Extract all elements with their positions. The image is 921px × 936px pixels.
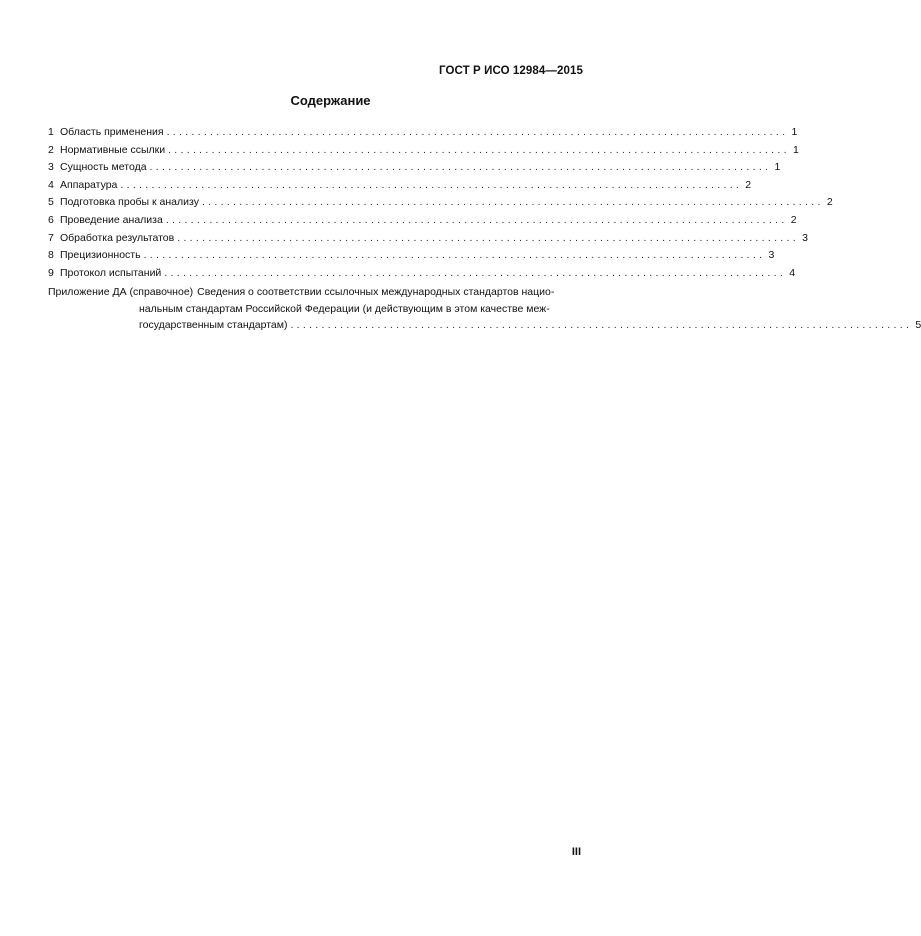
toc-entry[interactable]	[48, 142, 799, 160]
toc-entry-title: Аппаратура	[60, 178, 118, 191]
appendix-title-line3: государственным стандартам)	[139, 319, 288, 331]
toc-entry-title: Подготовка пробы к анализу	[60, 196, 199, 209]
toc-entry-number: 4	[48, 178, 54, 191]
table-of-contents	[48, 124, 833, 282]
document-code: ГОСТ Р ИСО 12984—2015	[438, 65, 583, 77]
toc-entry-page: 2	[790, 213, 797, 226]
page-number: III	[571, 846, 581, 858]
toc-entry[interactable]	[48, 177, 752, 195]
toc-leader-dots: ....................................................................................................	[149, 161, 772, 174]
appendix-title-line2: нальным стандартам Российской Федерации (и действующим в этом качестве меж-	[139, 302, 550, 315]
toc-leader-dots: ....................................................................................................	[120, 178, 743, 191]
toc-entry[interactable]	[48, 230, 808, 248]
toc-entry[interactable]	[48, 212, 797, 230]
toc-leader-dots: ....................................................................................................	[166, 126, 789, 138]
toc-entry-page: 2	[745, 178, 752, 191]
appendix-page: 5	[915, 319, 921, 331]
toc-entry[interactable]	[48, 159, 781, 177]
toc-entry-title: Сущность метода	[60, 161, 147, 174]
toc-entry-title: Протокол испытаний	[60, 266, 162, 279]
toc-entry-page: 2	[826, 196, 833, 209]
toc-leader-dots: ....................................................................................................	[168, 143, 790, 156]
toc-entry-number: 5	[48, 196, 54, 209]
toc-entry-number: 2	[48, 143, 54, 156]
toc-entry-title: Проведение анализа	[60, 213, 163, 226]
appendix-title-line1: Сведения о соответствии ссылочных международных стандартов нацио-	[197, 286, 555, 298]
appendix-prefix: Приложение ДА (справочное)	[48, 286, 194, 298]
toc-leader-dots: ....................................................................................................	[165, 213, 788, 226]
toc-entry-number: 9	[48, 266, 54, 279]
toc-entry-number: 1	[48, 126, 54, 138]
toc-entry-title: Обработка результатов	[60, 231, 175, 244]
toc-entry-page: 3	[768, 249, 775, 262]
toc-leader-dots: ....................................................................................................	[143, 249, 766, 262]
toc-entry[interactable]	[48, 194, 833, 212]
toc-title: Содержание	[290, 93, 371, 108]
toc-entry-title: Нормативные ссылки	[60, 143, 166, 156]
toc-leader-dots: ....................................................................................................	[177, 231, 799, 244]
toc-entry-page: 1	[791, 126, 798, 138]
toc-leader-dots: ....................................................................................................	[201, 196, 824, 209]
toc-entry[interactable]	[48, 265, 796, 283]
toc-leader-dots: ....................................................................................................	[290, 319, 913, 331]
toc-leader-dots: ....................................................................................................	[164, 266, 787, 279]
toc-entry-number: 8	[48, 249, 54, 262]
toc-entry-number: 3	[48, 161, 54, 174]
toc-entry-page: 1	[774, 161, 781, 174]
toc-entry-page: 1	[792, 143, 799, 156]
toc-entry-page: 4	[789, 266, 796, 279]
toc-entry-title: Прецизионность	[60, 249, 141, 262]
toc-entry-number: 6	[48, 213, 54, 226]
toc-entry-title: Область применения	[60, 126, 164, 138]
toc-entry[interactable]	[48, 247, 775, 265]
toc-entry-number: 7	[48, 231, 54, 244]
toc-entry[interactable]	[48, 124, 798, 142]
toc-appendix-entry[interactable]	[48, 284, 921, 334]
toc-entry-page: 3	[802, 231, 808, 244]
